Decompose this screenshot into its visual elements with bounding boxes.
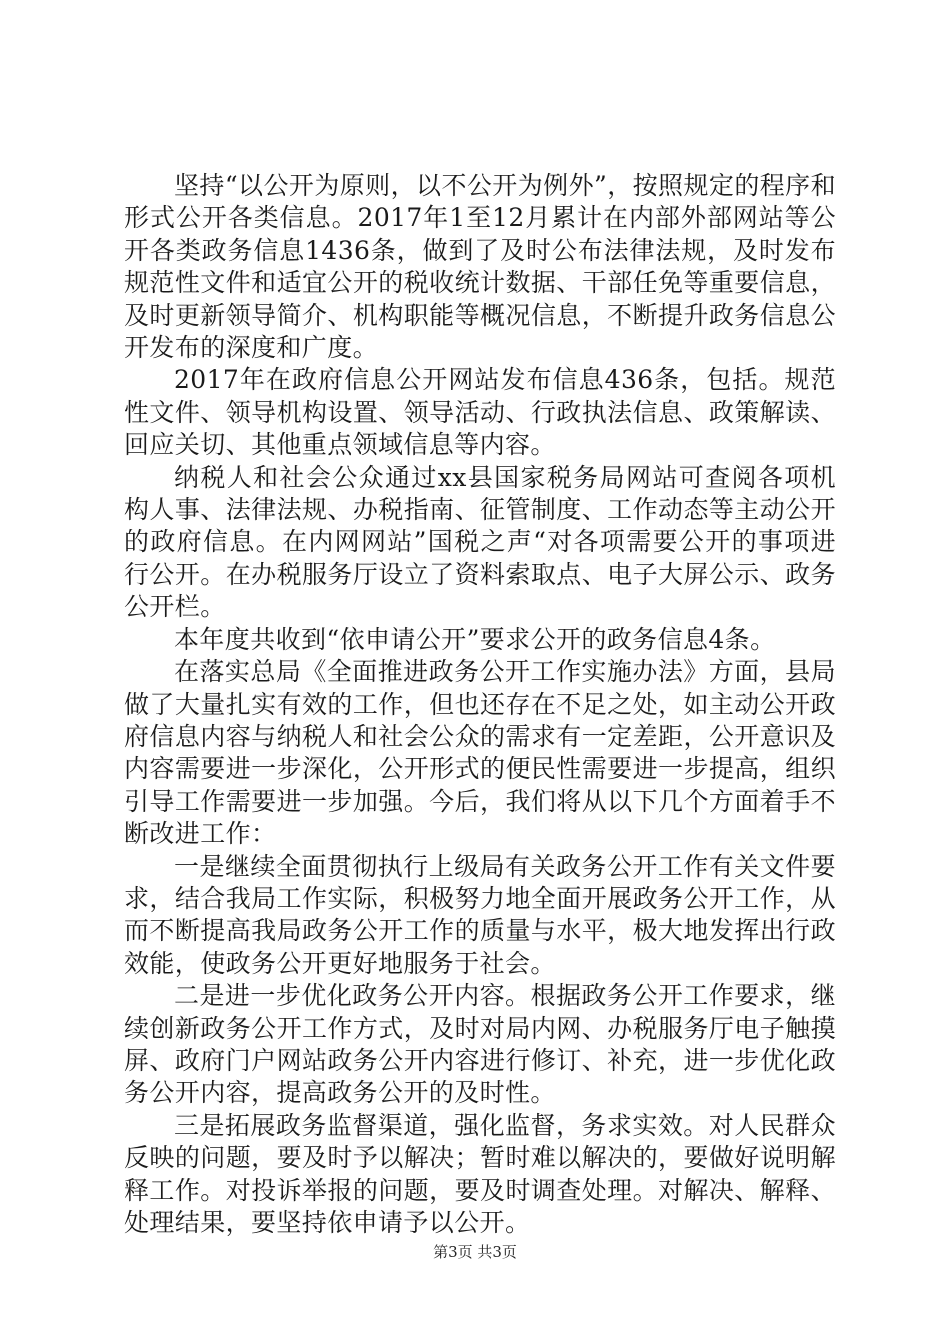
- paragraph-public-access: 纳税人和社会公众通过xx县国家税务局网站可查阅各项机构人事、法律法规、办税指南、征管制度、工作动态等主动公开的政府信息。在内网网站”国税之声“对各项需要公开的事项进行公开。在办税服务厅设立了资料索取点、电子大屏公示、政务公开栏。: [124, 462, 836, 622]
- document-body: [124, 170, 836, 1239]
- paragraph-shortcomings: 在落实总局《全面推进政务公开工作实施办法》方面，县局做了大量扎实有效的工作，但也还存在不足之处，如主动公开政府信息内容与纳税人和社会公众的需求有一定差距，公开意识及内容需要进一步深化，公开形式的便民性需要进一步提高，组织引导工作需要进一步加强。今后，我们将从以下几个方面着手不断改进工作：: [124, 657, 836, 849]
- paragraph-measure-two: 二是进一步优化政务公开内容。根据政务公开工作要求，继续创新政务公开工作方式，及时对局内网、办税服务厅电子触摸屏、政府门户网站政务公开内容进行修订、补充，进一步优化政务公开内容，提高政务公开的及时性。: [124, 981, 836, 1108]
- paragraph-measure-three: 三是拓展政务监督渠道，强化监督，务求实效。对人民群众反映的问题，要及时予以解决；暂时难以解决的，要做好说明解释工作。对投诉举报的问题，要及时调查处理。对解决、解释、处理结果，要坚持依申请予以公开。: [124, 1110, 836, 1237]
- paragraph-disclosure-principle: 坚持“以公开为原则，以不公开为例外”，按照规定的程序和形式公开各类信息。2017年1至12月累计在内部外部网站等公开各类政务信息1436条，做到了及时公布法律法规，及时发布规范性文件和适宜公开的税收统计数据、干部任免等重要信息，及时更新领导简介、机构职能等概况信息，不断提升政务信息公开发布的深度和广度。: [124, 171, 836, 363]
- paragraph-government-website: 2017年在政府信息公开网站发布信息436条，包括。规范性文件、领导机构设置、领导活动、行政执法信息、政策解读、回应关切、其他重点领域信息等内容。: [124, 365, 836, 460]
- page-footer: 第3页 共3页: [433, 1243, 517, 1261]
- paragraph-measure-one: 一是继续全面贯彻执行上级局有关政务公开工作有关文件要求，结合我局工作实际，积极努力地全面开展政务公开工作，从而不断提高我局政务公开工作的质量与水平，极大地发挥出行政效能，使政务公开更好地服务于社会。: [124, 851, 836, 978]
- paragraph-application-requests: 本年度共收到“依申请公开”要求公开的政务信息4条。: [174, 624, 776, 654]
